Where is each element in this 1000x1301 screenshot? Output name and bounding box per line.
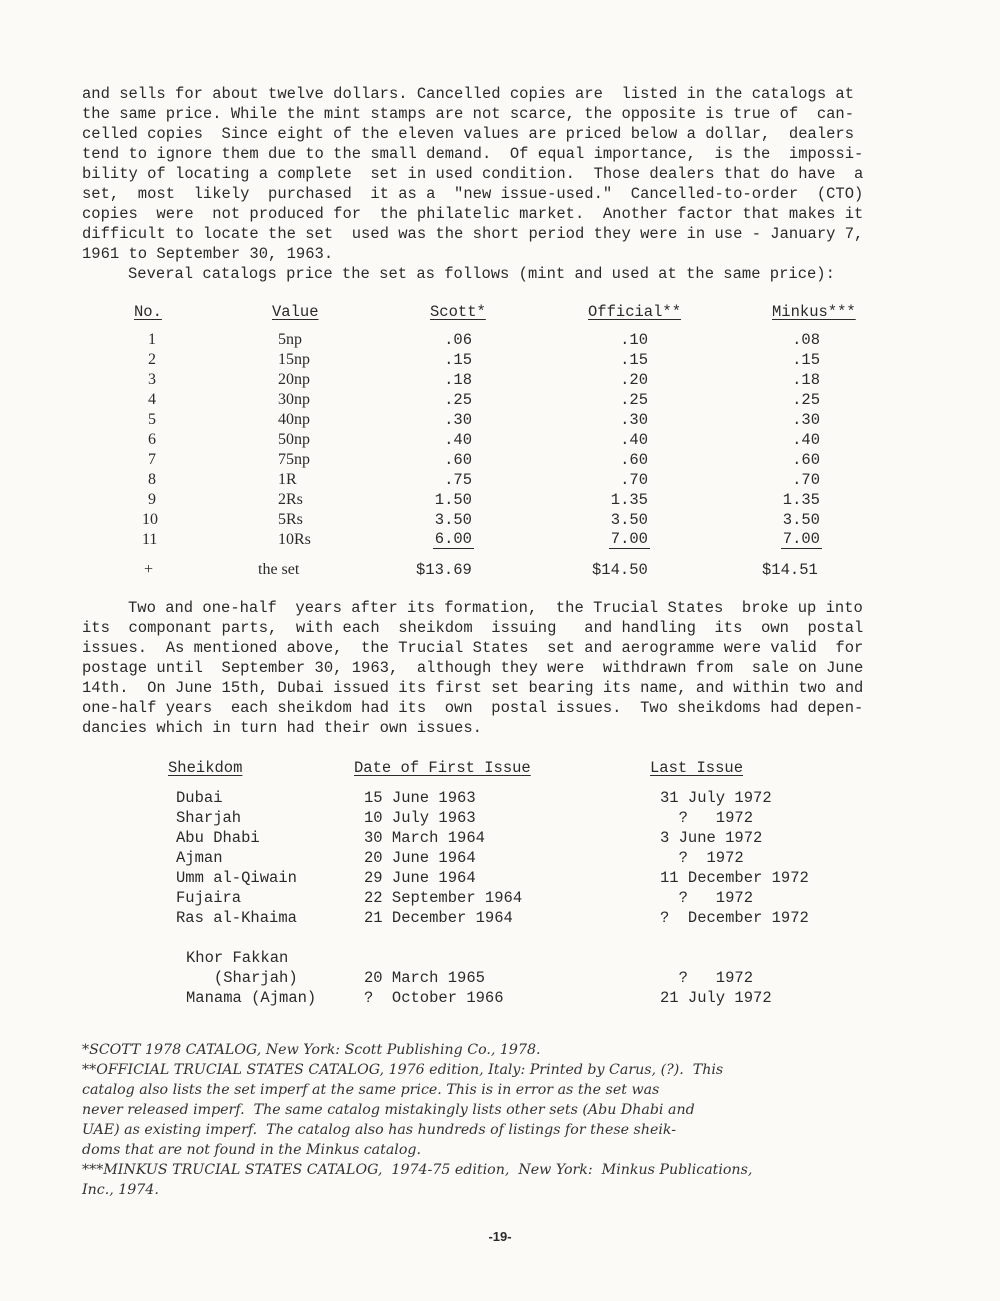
price-col-header: Value (272, 303, 319, 321)
page-content (82, 84, 912, 1200)
sheikdom-cell: ? December 1972 (660, 909, 809, 927)
price-row (82, 410, 912, 430)
sheikdom-row (82, 808, 912, 828)
price-total-cell: $14.51 (762, 561, 818, 579)
price-total-cell: $13.69 (416, 561, 472, 579)
price-cell: 10Rs (278, 531, 311, 548)
price-cell: 4 (148, 391, 156, 408)
sheikdom-cell: 20 June 1964 (364, 849, 476, 867)
price-cell: 1.35 (610, 491, 648, 509)
sheikdom-col-header: Last Issue (650, 759, 744, 777)
price-cell: 7 (148, 451, 156, 468)
price-table-header (82, 302, 912, 322)
sheikdom-cell: 11 December 1972 (660, 869, 809, 887)
price-cell: .40 (620, 431, 648, 449)
price-row (82, 350, 912, 370)
footnote-line: **OFFICIAL TRUCIAL STATES CATALOG, 1976 edition, Italy: Printed by Carus, (?). This (82, 1062, 724, 1078)
price-cell: 1.50 (434, 491, 472, 509)
dependency-cell: ? 1972 (660, 969, 754, 987)
price-cell: 3 (148, 371, 156, 388)
sheikdom-cell: 22 September 1964 (364, 889, 523, 907)
sheikdom-cell: 29 June 1964 (364, 869, 476, 887)
price-cell: .08 (792, 331, 820, 349)
price-cell: .15 (620, 351, 648, 369)
price-cell: 1.35 (782, 491, 820, 509)
body-line: 14th. On June 15th, Dubai issued its first set bearing its name, and within two and (82, 679, 864, 697)
price-row (82, 490, 912, 510)
footnote-line: ***MINKUS TRUCIAL STATES CATALOG, 1974-75 edition, New York: Minkus Publications, (82, 1162, 753, 1178)
price-total-cell: $14.50 (592, 561, 648, 579)
price-row (82, 330, 912, 350)
body-line: postage until September 30, 1963, although they were withdrawn from sale on June (82, 659, 864, 677)
sheikdom-row (82, 908, 912, 928)
price-cell: .40 (444, 431, 472, 449)
price-row (82, 530, 912, 550)
footnote-line: Inc., 1974. (82, 1182, 159, 1198)
body-line: one-half years each sheikdom had its own postal issues. Two sheikdoms had depen- (82, 699, 864, 717)
price-cell: .25 (620, 391, 648, 409)
catalog-intro-text: Several catalogs price the set as follows (mint and used at the same price): (128, 265, 835, 283)
price-cell: .70 (620, 471, 648, 489)
dependency-row (82, 948, 912, 968)
price-cell: .30 (444, 411, 472, 429)
price-row (82, 470, 912, 490)
body-line: dancies which in turn had their own issues. (82, 719, 482, 737)
footnote-line: catalog also lists the set imperf at the same price. This is in error as the set was (82, 1082, 660, 1098)
price-cell: .60 (792, 451, 820, 469)
footnote-line: never released imperf. The same catalog mistakingly lists other sets (Abu Dhabi and (82, 1102, 695, 1118)
sheikdom-row (82, 848, 912, 868)
sheikdom-row (82, 868, 912, 888)
body-paragraph (82, 598, 912, 738)
price-row (82, 370, 912, 390)
intro-line: tend to ignore them due to the small demand. Of equal importance, is the impossi- (82, 145, 864, 163)
price-cell: .60 (444, 451, 472, 469)
price-cell: 11 (142, 531, 158, 548)
sheikdom-cell: Dubai (176, 789, 223, 807)
footnote-line: *SCOTT 1978 CATALOG, New York: Scott Publishing Co., 1978. (82, 1042, 541, 1058)
price-total-row (82, 560, 912, 580)
intro-line: copies were not produced for the philatelic market. Another factor that makes it (82, 205, 864, 223)
price-cell: 40np (278, 411, 310, 428)
page-number: -19- (488, 1229, 512, 1244)
intro-line: set, most likely purchased it as a "new issue-used." Cancelled-to-order (CTO) (82, 185, 864, 203)
sheikdom-cell: 10 July 1963 (364, 809, 476, 827)
sheikdom-cell: 15 June 1963 (364, 789, 476, 807)
sheikdom-cell: Umm al-Qiwain (176, 869, 297, 887)
dependency-cell: 21 July 1972 (660, 989, 772, 1007)
price-cell: 6 (148, 431, 156, 448)
price-col-header: Official** (588, 303, 682, 321)
price-cell: .25 (792, 391, 820, 409)
price-cell: 1 (148, 331, 156, 348)
sheikdom-table-header (82, 758, 912, 778)
price-cell: 7.00 (782, 530, 820, 548)
body-line: Two and one-half years after its formation, the Trucial States broke up into (128, 599, 863, 617)
price-cell: .25 (444, 391, 472, 409)
price-cell: 50np (278, 431, 310, 448)
price-col-header: Scott* (430, 303, 486, 321)
price-cell: 20np (278, 371, 310, 388)
footnote-line: UAE) as existing imperf. The catalog also has hundreds of listings for these sheik- (82, 1122, 677, 1138)
price-cell: .10 (620, 331, 648, 349)
price-table (82, 302, 912, 580)
intro-line: 1961 to September 30, 1963. (82, 245, 334, 263)
price-cell: 6.00 (434, 530, 472, 548)
price-cell: .15 (792, 351, 820, 369)
sheikdom-row (82, 888, 912, 908)
price-cell: 30np (278, 391, 310, 408)
price-cell: 10 (142, 511, 158, 528)
sheikdom-cell: Ras al-Khaima (176, 909, 297, 927)
price-cell: 2 (148, 351, 156, 368)
body-line: its componant parts, with each sheikdom issuing and handling its own postal (82, 619, 864, 637)
price-cell: .40 (792, 431, 820, 449)
price-cell: .30 (620, 411, 648, 429)
price-cell: .30 (792, 411, 820, 429)
catalog-intro (82, 264, 912, 284)
price-cell: .70 (792, 471, 820, 489)
sheikdom-cell: 3 June 1972 (660, 829, 763, 847)
price-cell: 8 (148, 471, 156, 488)
price-row (82, 430, 912, 450)
sheikdom-col-header: Date of First Issue (354, 759, 531, 777)
price-col-header: No. (134, 303, 162, 321)
price-cell: .18 (444, 371, 472, 389)
price-col-header: Minkus*** (772, 303, 856, 321)
price-cell: 7.00 (610, 530, 648, 548)
sheikdom-cell: ? 1972 (660, 849, 744, 867)
footnote-line: doms that are not found in the Minkus catalog. (82, 1142, 421, 1158)
price-cell: .15 (444, 351, 472, 369)
price-cell: 3.50 (610, 511, 648, 529)
price-cell: 2Rs (278, 491, 303, 508)
dependency-cell: Khor Fakkan (186, 949, 289, 967)
price-cell: .60 (620, 451, 648, 469)
price-row (82, 510, 912, 530)
dependency-cell: 20 March 1965 (364, 969, 485, 987)
price-row (82, 450, 912, 470)
footnotes (82, 1040, 912, 1200)
intro-line: bility of locating a complete set in used condition. Those dealers that do have a (82, 165, 864, 183)
sheikdom-row (82, 788, 912, 808)
intro-line: celled copies Since eight of the eleven values are priced below a dollar, dealers (82, 125, 855, 143)
sheikdom-row (82, 828, 912, 848)
body-line: issues. As mentioned above, the Trucial States set and aerogramme were valid for (82, 639, 864, 657)
intro-line: and sells for about twelve dollars. Cancelled copies are listed in the catalogs at (82, 85, 855, 103)
sheikdom-cell: 31 July 1972 (660, 789, 772, 807)
price-cell: 5Rs (278, 511, 303, 528)
price-cell: 9 (148, 491, 156, 508)
price-cell: .06 (444, 331, 472, 349)
intro-line: the same price. While the mint stamps are not scarce, the opposite is true of can- (82, 105, 855, 123)
dependency-cell: Manama (Ajman) (186, 989, 317, 1007)
dependency-row (82, 968, 912, 988)
sheikdom-cell: 30 March 1964 (364, 829, 485, 847)
sheikdom-col-header: Sheikdom (168, 759, 243, 777)
dependency-row (82, 988, 912, 1008)
price-cell: 75np (278, 451, 310, 468)
sheikdom-cell: ? 1972 (660, 809, 754, 827)
intro-paragraph (82, 84, 912, 264)
price-total-cell: + (144, 561, 154, 578)
price-cell: 3.50 (782, 511, 820, 529)
intro-line: difficult to locate the set used was the short period they were in use - January 7, (82, 225, 864, 243)
sheikdom-table (82, 758, 912, 1008)
price-cell: 5 (148, 411, 156, 428)
dependency-cell: ? October 1966 (364, 989, 504, 1007)
price-row (82, 390, 912, 410)
price-cell: .75 (444, 471, 472, 489)
price-total-cell: the set (258, 561, 300, 578)
dependency-cell: (Sharjah) (186, 969, 298, 987)
price-cell: 1R (278, 471, 297, 488)
price-cell: 3.50 (434, 511, 472, 529)
price-cell: 5np (278, 331, 302, 348)
sheikdom-cell: Fujaira (176, 889, 242, 907)
sheikdom-cell: Abu Dhabi (176, 829, 260, 847)
sheikdom-cell: ? 1972 (660, 889, 754, 907)
sheikdom-cell: 21 December 1964 (364, 909, 513, 927)
sheikdom-cell: Sharjah (176, 809, 242, 827)
price-cell: 15np (278, 351, 310, 368)
price-cell: .20 (620, 371, 648, 389)
sheikdom-cell: Ajman (176, 849, 223, 867)
price-cell: .18 (792, 371, 820, 389)
